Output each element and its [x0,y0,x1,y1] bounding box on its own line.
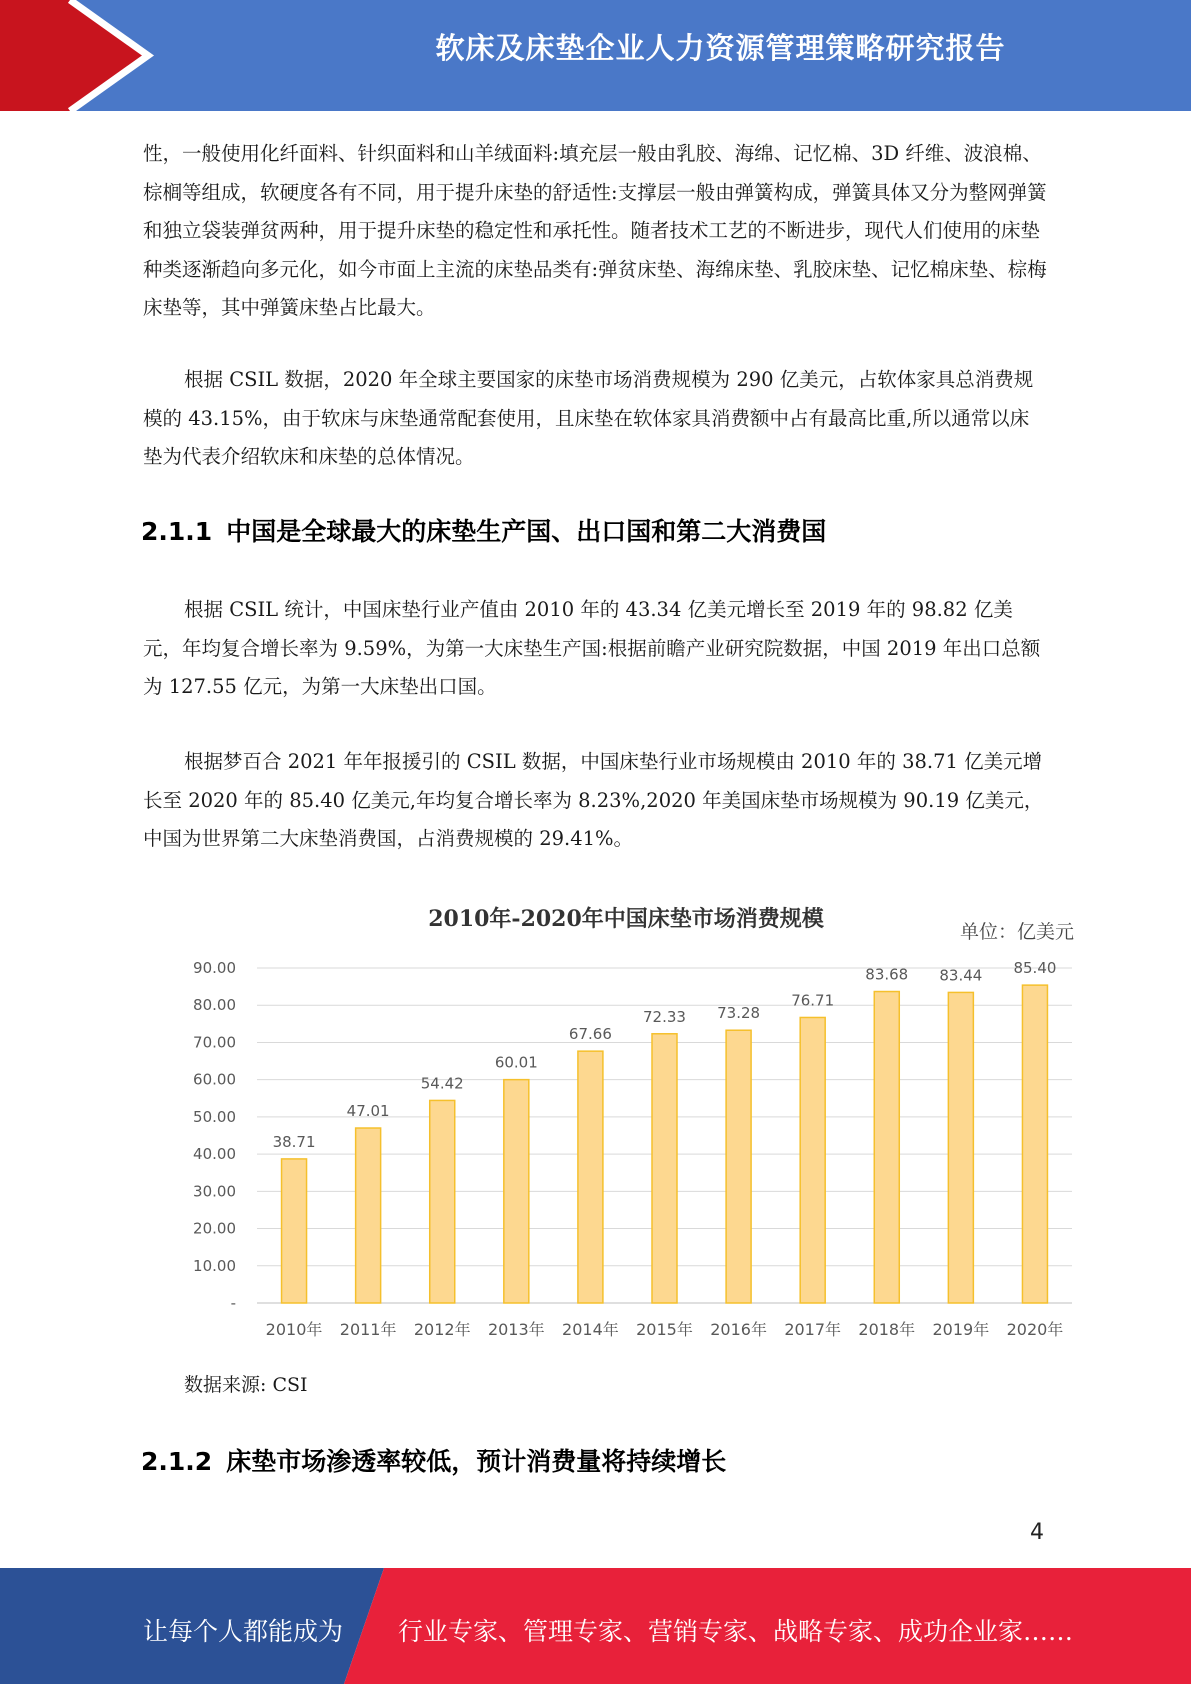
paragraph-mattress-structure: 性，一般使用化纤面料、针织面料和山羊绒面料:填充层一般由乳胶、海绵、记忆棉、3D 纤维、波浪棉、棕榈等组成，软硬度各有不同，用于提升床垫的舒适性:支撑层一般由弹簧构成，弹簧具体又分为整网弹簧和独立袋装弹贫两种，用于提升床垫的稳定性和承托性。随者技术工艺的不断进步，现代人们使用的床垫种类逐渐趋向多元化，如今市面上主流的床垫品类有:弹贫床垫、海绵床垫、乳胶床垫、记忆棉床垫、棕梅床垫等，其中弹簧床垫占比最大。 [143,142,1047,319]
bar [504,1080,529,1303]
bar-value-label: 38.71 [272,1132,316,1151]
bar-chart [170,895,1090,1350]
footer-slogan-right: 行业专家、管理专家、营销专家、战略专家、成功企业家…… [398,1617,1074,1646]
y-tick-label: 10.00 [193,1256,236,1275]
paragraph-csil-global: 根据 CSIL 数据，2020 年全球主要国家的床垫市场消费规模为 290 亿美元，占软体家具总消费规模的 43.15%，由于软床与床垫通常配套使用，且床垫在软体家具消费额中占有最高比重,所以通常以床垫为代表介绍软床和床垫的总体情况。 [143,368,1034,468]
chart-unit-label: 单位：亿美元 [959,921,1074,943]
x-tick-label: 2016年 [710,1320,767,1339]
chart-title: 2010年-2020年中国床垫市场消费规模 [428,906,824,932]
x-tick-label: 2018年 [858,1320,916,1339]
x-tick-label: 2013年 [487,1320,545,1339]
page-number: 4 [1030,1520,1044,1545]
y-tick-label: 30.00 [193,1182,236,1201]
bar [282,1159,307,1303]
bar-value-label: 76.71 [791,991,835,1010]
bar-value-label: 54.42 [420,1074,464,1093]
paragraph-china-consumption: 根据梦百合 2021 年年报援引的 CSIL 数据，中国床垫行业市场规模由 2010 年的 38.71 亿美元增长至 2020 年的 85.40 亿美元,年均复合增长率为 8.23%,2020 年美国床垫市场规模为 90.19 亿美元，中国为世界第二大床垫消费国，占消费规模的 29.41%。 [143,750,1044,850]
y-tick-label: 60.00 [193,1070,236,1089]
page-header [0,0,1191,111]
bar-value-label: 47.01 [346,1102,390,1121]
bar [430,1100,455,1303]
chart-grid [193,959,1072,1312]
bar-value-label: 72.33 [643,1007,686,1026]
bar-value-label: 83.44 [939,966,983,985]
y-tick-label: 90.00 [193,959,236,977]
section-heading-2-1-2 [141,1442,726,1478]
y-tick-label: 70.00 [193,1033,236,1052]
x-tick-label: 2017年 [784,1320,842,1339]
bar-value-label: 83.68 [865,965,909,984]
header-title: 软床及床垫企业人力资源管理策略研究报告 [435,31,1006,65]
x-tick-label: 2015年 [636,1320,693,1339]
x-tick-label: 2011年 [339,1320,397,1339]
bar [578,1051,603,1303]
chart-bars [282,985,1048,1303]
x-tick-label: 2019年 [932,1320,990,1339]
section-number: 2.1.1 [141,517,213,546]
section-heading-2-1-1 [141,512,826,548]
y-tick-label: 80.00 [193,996,236,1015]
page-footer [0,1568,1191,1684]
bar [800,1017,825,1303]
bar-value-label: 85.40 [1013,959,1057,978]
y-tick-label: 20.00 [193,1219,236,1238]
bar [874,992,899,1303]
chart-source-note: 数据来源: CSI [184,1374,308,1396]
x-tick-label: 2020年 [1006,1320,1064,1339]
bar-value-label: 67.66 [568,1025,612,1044]
chart-x-axis [266,1320,1064,1339]
y-tick-label: - [230,1294,236,1312]
section-title: 中国是全球最大的床垫生产国、出口国和第二大消费国 [226,517,827,546]
bar [356,1128,381,1303]
bar [726,1030,751,1303]
y-tick-label: 50.00 [193,1107,236,1126]
x-tick-label: 2014年 [562,1320,619,1339]
section-number: 2.1.2 [141,1447,213,1476]
section-title: 床垫市场渗透率较低，预计消费量将持续增长 [226,1447,727,1476]
y-tick-label: 40.00 [193,1145,236,1164]
bar-value-label: 73.28 [717,1004,761,1023]
bar-value-label: 60.01 [494,1053,538,1072]
header-arrow-decoration [0,0,160,111]
x-tick-label: 2012年 [413,1320,471,1339]
bar [948,992,973,1303]
x-tick-label: 2010年 [265,1320,323,1339]
bar [652,1034,677,1303]
bar [1022,985,1047,1303]
paragraph-china-production: 根据 CSIL 统计，中国床垫行业产值由 2010 年的 43.34 亿美元增长至 2019 年的 98.82 亿美元，年均复合增长率为 9.59%，为第一大床垫生产国:根据前瞻产业研究院数据，中国 2019 年出口总额为 127.55 亿元，为第一大床垫出口国。 [143,598,1041,698]
footer-slogan-left: 让每个人都能成为 [143,1617,344,1646]
